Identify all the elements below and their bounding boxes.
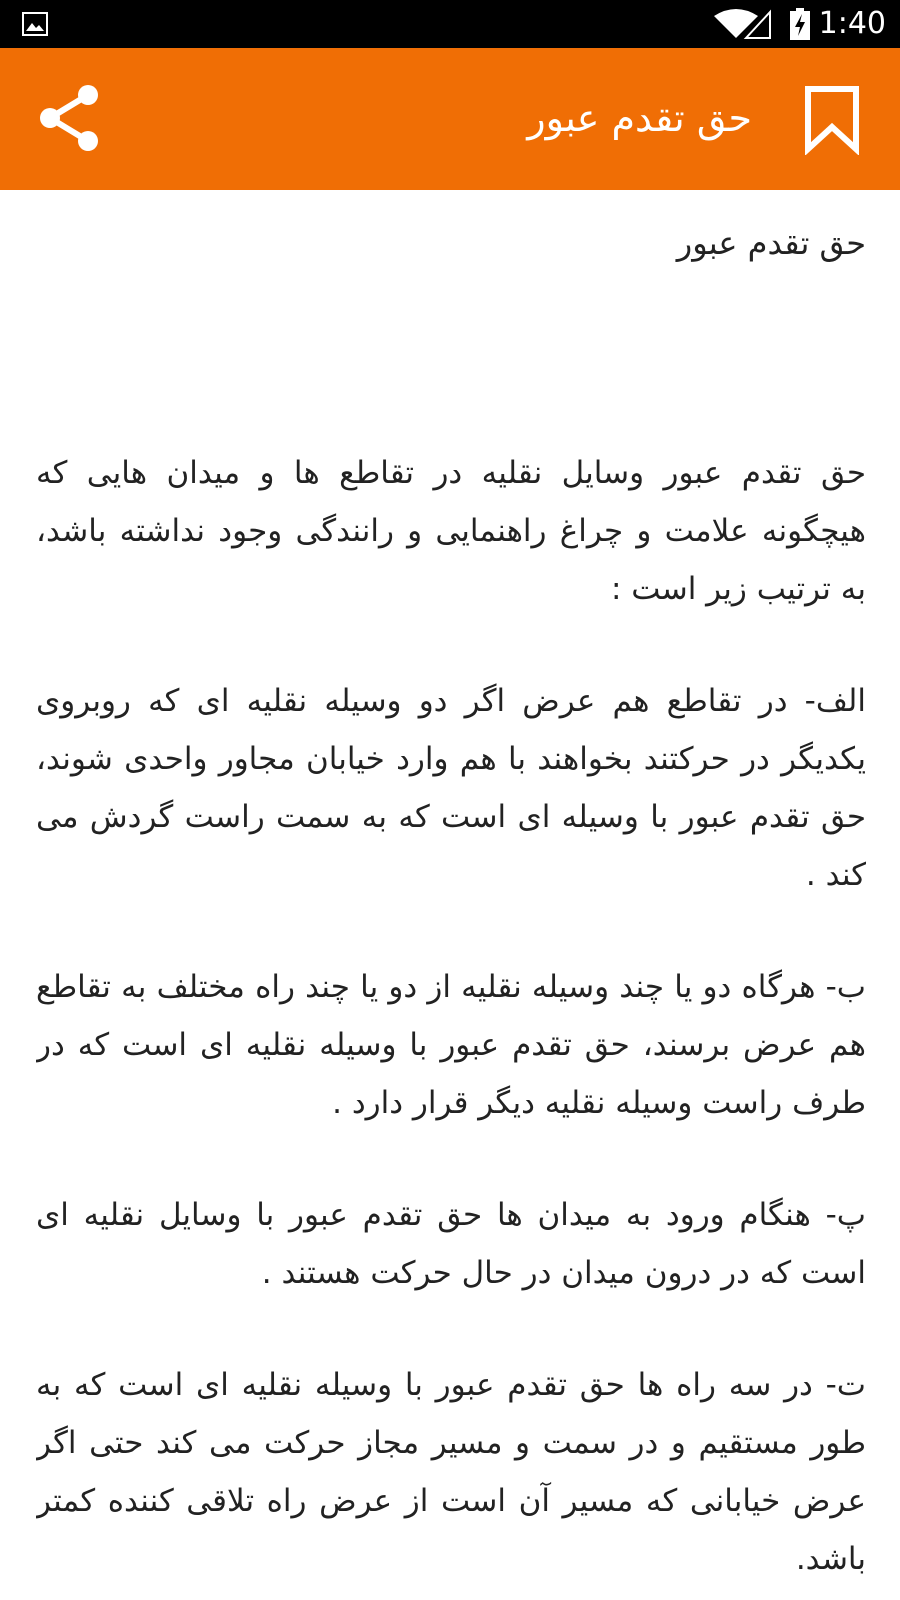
article-paragraph: ب- هرگاه دو یا چند وسیله نقلیه از دو یا چند راه مختلف به تقاطع هم عرض برسند، حق تقدم عبور با وسیله نقلیه ای است که در طرف راست وسیله نقلیه دیگر قرار دارد . [36,969,866,1121]
wifi-icon [712,8,772,40]
gallery-icon [22,12,48,36]
article-paragraph: ت- در سه راه ها حق تقدم عبور با وسیله نقلیه ای است که به طور مستقیم و در سمت و مسیر مجاز حرکت می کند حتی اگر عرض خیابانی که مسیر آن است از عرض راه تلاقی کننده کمتر باشد. [36,1367,866,1577]
article-content [36,212,866,1592]
page-title: حق تقدم عبور [527,96,752,140]
heading-spacer [36,274,866,444]
article-paragraph: الف- در تقاطع هم عرض اگر دو وسیله نقلیه ای که روبروی یکدیگر در حرکتند بخواهند با هم وارد خیابان مجاور واحدی شوند، حق تقدم عبور با وسیله ای است که به سمت راست گردش می کند . [36,683,866,893]
app-bar [0,48,900,190]
article-heading: حق تقدم عبور [676,224,866,262]
battery-charging-icon [790,8,810,40]
share-button[interactable] [30,78,110,158]
status-bar [0,0,900,48]
share-icon [38,83,102,153]
article-paragraph: حق تقدم عبور وسایل نقلیه در تقاطع ها و میدان هایی که هیچگونه علامت و چراغ راهنمایی و رانندگی وجود نداشته باشد، به ترتیب زیر است : [36,455,866,607]
bookmark-icon [802,85,862,155]
article-paragraph: پ- هنگام ورود به میدان ها حق تقدم عبور با وسایل نقلیه ای است که در درون میدان در حال حرکت هستند . [36,1197,866,1291]
status-time: 1:40 [818,6,886,41]
bookmark-button[interactable] [794,80,870,160]
